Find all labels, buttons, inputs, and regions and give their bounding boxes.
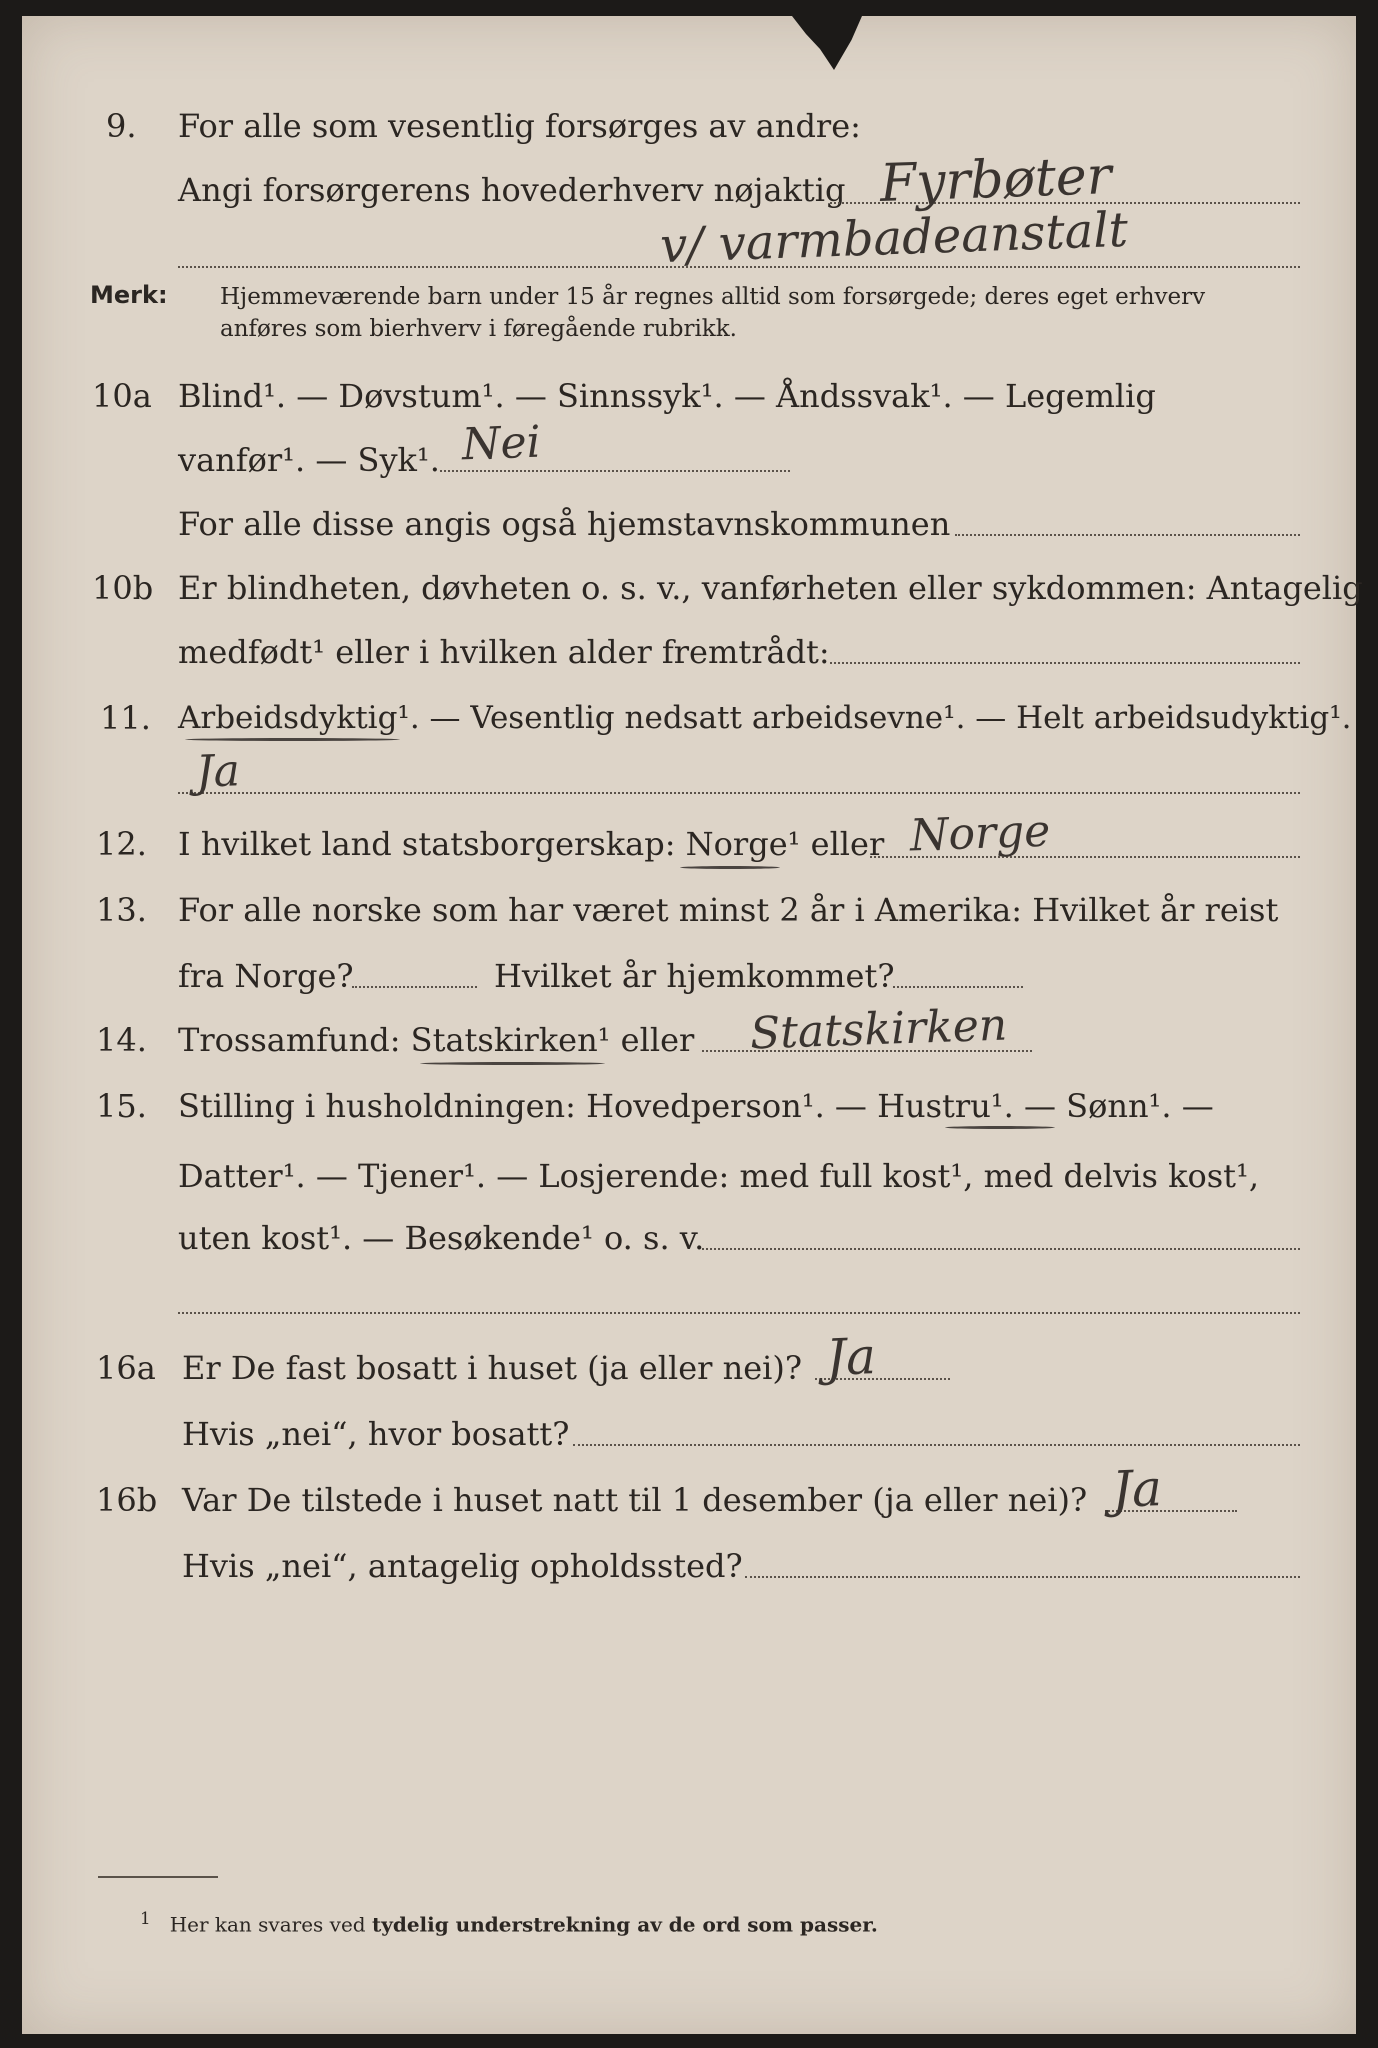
q10a-text-2: vanfør¹. — Syk¹. — [178, 441, 440, 479]
q9-text-2: Angi forsørgerens hovederhverv nøjaktig — [178, 171, 846, 209]
q11-text-1: Arbeidsdyktig¹. — Vesentlig nedsatt arbeidsevne¹. — Helt arbeidsudyktig¹. — [178, 700, 1352, 736]
q12-number: 12. — [96, 825, 147, 863]
q16b-opholdssted-line — [745, 1576, 1300, 1578]
q16a-handwritten-answer[interactable]: Ja — [825, 1327, 877, 1387]
footnote-text-bold: tydelig understrekning av de ord som passer. — [371, 1912, 878, 1937]
q9-handwritten-answer-1[interactable]: Fyrbøter — [879, 145, 1113, 215]
q16b-number: 16b — [96, 1481, 158, 1519]
q9-number: 9. — [106, 107, 137, 145]
q12-underline-norge — [680, 866, 780, 869]
torn-corner — [792, 16, 862, 76]
q16b-handwritten-answer[interactable]: Ja — [1111, 1459, 1163, 1519]
q14-handwritten-answer[interactable]: Statskirken — [749, 999, 1008, 1060]
q16a-text-2: Hvis „nei“, hvor bosatt? — [182, 1415, 570, 1453]
q11-handwritten-answer[interactable]: Ja — [195, 745, 241, 798]
footnote-text-plain: Her kan svares ved — [169, 1912, 366, 1937]
q9-handwritten-answer-2[interactable]: v/ varmbadeanstalt — [659, 201, 1129, 275]
q11-answer-line — [178, 792, 1300, 794]
q13-text-1: For alle norske som har været minst 2 år i Amerika: Hvilket år reist — [178, 891, 1279, 929]
q14-number: 14. — [96, 1021, 147, 1059]
q15-answer-line-1 — [702, 1248, 1300, 1250]
q16b-text-2: Hvis „nei“, antagelig opholdssted? — [182, 1547, 743, 1585]
q10b-answer-line — [830, 662, 1300, 664]
q10b-text-1: Er blindheten, døvheten o. s. v., vanførheten eller sykdommen: Antagelig — [178, 569, 1363, 607]
q11-number: 11. — [100, 699, 151, 737]
q10a-number: 10a — [92, 377, 152, 415]
q14-underline-statskirken — [420, 1062, 605, 1065]
q12-handwritten-answer[interactable]: Norge — [909, 805, 1052, 862]
q13-text-2b: Hvilket år hjemkommet? — [494, 957, 895, 995]
q13-reist-line — [352, 986, 477, 988]
q11-underline-arbeidsdyktig — [185, 738, 400, 741]
q10b-number: 10b — [92, 569, 154, 607]
q10a-handwritten-answer[interactable]: Nei — [461, 416, 542, 471]
q10a-answer-line — [440, 470, 790, 472]
q16a-text-1: Er De fast bosatt i huset (ja eller nei)? — [182, 1349, 803, 1387]
merk-text-1: Hjemmeværende barn under 15 år regnes alltid som forsørgede; deres eget erhverv — [220, 284, 1206, 310]
q16a-bosatt-line — [573, 1444, 1300, 1446]
q15-answer-line-2 — [178, 1312, 1300, 1314]
q10a-hjemstavn-line — [955, 534, 1300, 536]
q16b-text-1: Var De tilstede i huset natt til 1 desember (ja eller nei)? — [182, 1481, 1088, 1519]
q10a-text-1: Blind¹. — Døvstum¹. — Sinnssyk¹. — Åndssvak¹. — Legemlig — [178, 377, 1156, 415]
q10b-text-2: medfødt¹ eller i hvilken alder fremtrådt: — [178, 633, 830, 671]
footnote-rule — [98, 1876, 218, 1878]
q15-text-3: uten kost¹. — Besøkende¹ o. s. v. — [178, 1219, 705, 1257]
footnote — [140, 1906, 878, 1938]
q15-number: 15. — [96, 1087, 147, 1125]
q9-text-1: For alle som vesentlig forsørges av andre: — [178, 107, 861, 145]
q14-text-1: Trossamfund: Statskirken¹ eller — [178, 1021, 695, 1059]
q13-number: 13. — [96, 891, 147, 929]
merk-label: Merk: — [90, 281, 168, 309]
q15-underline-hustru — [945, 1126, 1055, 1129]
merk-text-2: anføres som bierhverv i føregående rubrikk. — [220, 316, 737, 342]
q12-text-1: I hvilket land statsborgerskap: Norge¹ eller — [178, 825, 885, 863]
q10a-text-3: For alle disse angis også hjemstavnskommunen — [178, 505, 951, 543]
q15-text-1: Stilling i husholdningen: Hovedperson¹. — Hustru¹. — Sønn¹. — — [178, 1087, 1214, 1125]
q13-hjemkommet-line — [893, 986, 1023, 988]
q13-text-2a: fra Norge? — [178, 957, 354, 995]
q15-text-2: Datter¹. — Tjener¹. — Losjerende: med full kost¹, med delvis kost¹, — [178, 1157, 1260, 1195]
footnote-mark: 1 — [140, 1909, 151, 1928]
q16a-number: 16a — [96, 1349, 156, 1387]
